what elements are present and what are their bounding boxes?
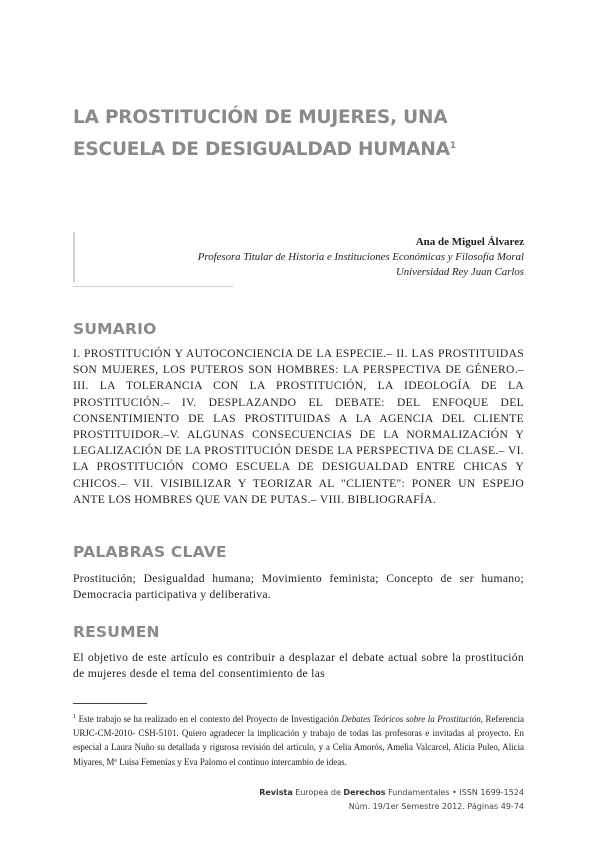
footnote-marker: 1: [73, 714, 76, 720]
footnote: [73, 710, 524, 769]
footnote-text-2: , Referencia URJC-CM-2010- CSH-5101. Quiero agradecer la implicación y trabajo de todas las profesoras e invitadas al proyecto. En especial a Laura Nuño su detallada y rigurosa revisión del artículo, y a Celia Amorós, Amelia Valcarcel, Alicia Puleo, Alicia Miyares, Mª Luisa Femenías y Eva Palomo el continuo intercambio de ideas.: [73, 713, 524, 767]
palabras-clave-text: Prostitución; Desigualdad humana; Movimiento feminista; Concepto de ser humano; Democracia participativa y deliberativa.: [73, 572, 524, 602]
author-decorative-rule: [73, 286, 233, 287]
journal-word-europea: Europea de: [295, 788, 341, 797]
author-name: Ana de Miguel Álvarez: [415, 236, 524, 248]
resumen-heading: RESUMEN: [73, 623, 160, 641]
author-decorative-bar: [73, 232, 75, 282]
journal-word-revista: Revista: [259, 788, 293, 797]
journal-name-line: [259, 788, 524, 797]
footnote-text-1: Este trabajo se ha realizado en el contexto del Proyecto de Investigación: [78, 713, 342, 724]
author-block: [73, 232, 524, 288]
footnote-project-title: Debates Teóricos sobre la Prostitución: [341, 713, 481, 724]
article-title: [73, 104, 533, 164]
sumario-text: I. PROSTITUCIÓN Y AUTOCONCIENCIA DE LA ESPECIE.– II. LAS PROSTITUIDAS SON MUJERES, LOS PUTEROS SON HOMBRES: LA PERSPECTIVA DE GÉNERO.–III. LA TOLERANCIA CON LA PROSTITUCIÓN, LA IDEOLOGÍA DE LA PROSTITUCIÓN.– IV. DESPLAZANDO EL DEBATE: DEL ENFOQUE DEL CONSENTIMIENTO DE LAS PROSTITUIDAS A LA AGENCIA DEL CLIENTE PROSTITUIDOR.–V. ALGUNAS CONSECUENCIAS DE LA NORMALIZACIÓN Y LEGALIZACIÓN DE LA PROSTITUCIÓN DESDE LA PERSPECTIVA DE CLASE.– VI. LA PROSTITUCIÓN COMO ESCUELA DE DESIGUALDAD ENTRE CHICAS Y CHICOS.– VII. VISIBILIZAR Y TEORIZAR AL "CLIENTE": PONER UN ESPEJO ANTE LOS HOMBRES QUE VAN DE PUTAS.– VIII. BIBLIOGRAFÍA.: [73, 347, 524, 506]
journal-word-fundamentales: Fundamentales: [388, 788, 450, 797]
article-title-text: LA PROSTITUCIÓN DE MUJERES, UNA ESCUELA DE DESIGUALDAD HUMANA: [73, 107, 450, 161]
author-university: Universidad Rey Juan Carlos: [395, 266, 524, 278]
journal-issn: • ISSN 1699-1524: [452, 788, 524, 797]
resumen-text: El objetivo de este artículo es contribuir a desplazar el debate actual sobre la prostitución de mujeres desde el tema del consentimiento de las: [73, 651, 524, 681]
palabras-clave-heading: PALABRAS CLAVE: [73, 543, 227, 561]
author-role: Profesora Titular de Historia e Instituciones Económicas y Filosofía Moral: [197, 251, 524, 263]
footnote-rule: [73, 703, 147, 704]
journal-issue-line: Núm. 19/1er Semestre 2012. Páginas 49-74: [348, 802, 524, 811]
journal-word-derechos: Derechos: [343, 788, 386, 797]
title-footnote-marker[interactable]: 1: [449, 141, 456, 151]
sumario-heading: SUMARIO: [73, 320, 157, 338]
